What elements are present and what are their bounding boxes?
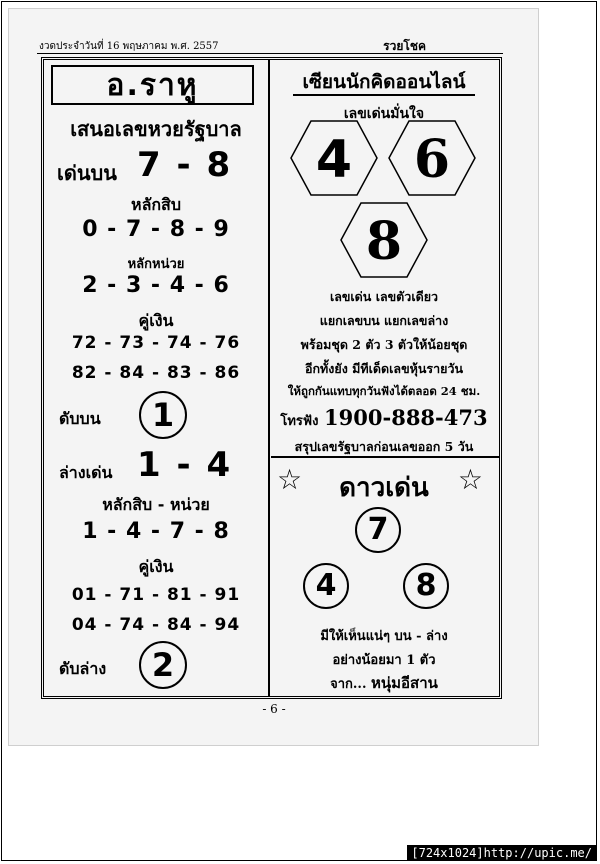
left-subtitle: เสนอเลขหวยรัฐบาล [70,117,242,141]
star-circle-1: 7 [355,507,401,553]
info-line-1: เลขเด่น เลขตัวเดียว [329,289,439,304]
pairs-label-2: คู่เงิน [138,557,174,576]
pairs-row-4: 04 - 74 - 84 - 94 [71,615,241,635]
info-line-3: พร้อมชุด 2 ตัว 3 ตัวให้น้อยชุด [300,337,468,352]
right-column [271,61,497,695]
hexagon-number-3 [339,201,429,279]
hexagon-number-1 [289,119,379,197]
from-name: หนุ่มอีสาน [371,674,438,692]
pairs-row-3: 01 - 71 - 81 - 91 [71,585,241,605]
top-value: 7 - 8 [137,145,233,185]
hex-text-3: 8 [365,211,403,272]
tens-units-value: 1 - 4 - 7 - 8 [82,519,230,544]
pairs-label-1: คู่เงิน [138,311,174,330]
info-line-5: ให้ถูกกันแทบทุกวันฟังได้ตลอด 24 ชม. [287,384,481,398]
right-title: เซียนนักคิดออนไลน์ [302,71,466,93]
page-number: - 6 - [262,702,286,716]
pairs-row-2: 82 - 84 - 83 - 86 [71,363,241,383]
units-label: หลักหน่วย [127,257,185,272]
tens-units-label: หลักสิบ - หน่วย [102,495,210,514]
info-line-4: อีกทั้งยัง มีทีเด็ดเลขหุ้นรายวัน [304,361,464,376]
star-icon-right: ☆ [457,463,483,496]
from-prefix: จาก... [330,677,367,692]
hex-text-2: 6 [413,129,451,190]
from-line [271,671,497,695]
phone-number: 1900-888-473 [324,405,488,430]
header-date: งวดประจำวันที่ 16 พฤษภาคม พ.ศ. 2557 [39,41,219,52]
summary-line: สรุปเลขรัฐบาลก่อนเลขออก 5 วัน [294,439,474,454]
star-circle-3: 8 [403,563,449,609]
bottom-label: ล่างเด่น [59,463,113,482]
lock-bottom-circle: 2 [139,641,187,689]
bottom-line-1: มีให้เห็นแน่ๆ บน - ล่าง [320,629,448,644]
title-underline [293,94,475,96]
top-label: เด่นบน [57,161,117,185]
author-name: อ.ราหู [51,65,254,105]
header-section: รวยโชค [383,39,426,53]
info-line-2: แยกเลขบน แยกเลขล่าง [319,313,449,328]
watermark: [724x1024]http://upic.me/ [407,845,596,861]
lock-top-circle: 1 [139,391,187,439]
phone-line [271,405,497,431]
bottom-line-2: อย่างน้อยมา 1 ตัว [332,653,436,668]
hex-text-1: 4 [315,130,353,190]
star-circle-2: 4 [303,563,349,609]
header-rule [37,53,503,54]
phone-label: โทรฟัง [280,414,319,429]
pairs-row-1: 72 - 73 - 74 - 76 [71,333,241,353]
hexagon-number-2 [387,119,477,197]
column-divider [268,59,270,697]
lock-top-label: ดับบน [59,409,101,428]
bottom-value: 1 - 4 [137,445,233,485]
star-icon-left: ☆ [277,463,303,496]
right-subtitle: เลขเด่นมั่นใจ [343,106,425,122]
star-title: ดาวเด่น [339,473,429,503]
units-value: 2 - 3 - 4 - 6 [82,273,230,298]
tens-label: หลักสิบ [131,195,181,214]
scanned-page [8,8,539,746]
left-column [45,61,267,695]
tens-value: 0 - 7 - 8 - 9 [82,217,230,242]
lock-bottom-label: ดับล่าง [59,659,107,678]
